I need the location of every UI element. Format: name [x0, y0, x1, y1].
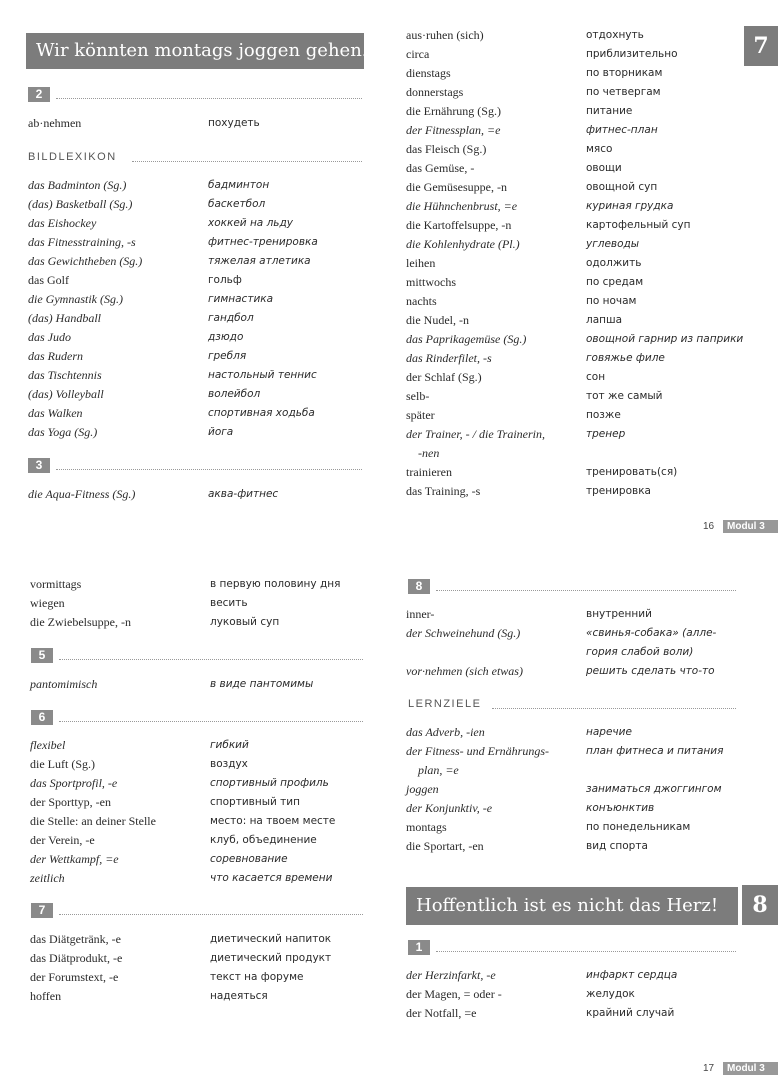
german-term: ab·nehmen: [28, 116, 82, 130]
german-term: der Forumstext, -e: [30, 970, 119, 984]
section-divider: [59, 914, 363, 915]
german-term: leihen: [406, 256, 436, 270]
german-term: die Kohlenhydrate (Pl.): [406, 237, 520, 251]
vocab-list-sec3: [28, 485, 368, 504]
russian-translation: овощи: [586, 162, 622, 174]
section-divider: [56, 469, 362, 470]
russian-translation: спортивный профиль: [210, 777, 329, 789]
page-number: 17: [703, 1063, 715, 1074]
german-term: das Gemüse, -: [406, 161, 475, 175]
german-term: wiegen: [30, 596, 65, 610]
german-term: (das) Basketball (Sg.): [28, 197, 133, 211]
german-term: hoffen: [30, 989, 62, 1003]
russian-translation: диетический напиток: [210, 933, 332, 945]
german-term: das Gewichtheben (Sg.): [28, 254, 143, 268]
german-term: das Tischtennis: [28, 368, 102, 382]
german-term: selb-: [406, 389, 430, 403]
german-term: der Wettkampf, =e: [30, 852, 119, 866]
german-term: das Paprikagemüse (Sg.): [406, 332, 527, 346]
russian-translation: диетический продукт: [210, 952, 332, 964]
russian-translation: наречие: [586, 726, 632, 738]
russian-translation: фитнес-план: [586, 124, 658, 136]
german-term: das Rinderfilet, -s: [406, 351, 492, 365]
russian-translation: одолжить: [586, 257, 642, 269]
german-term: mittwochs: [406, 275, 456, 289]
russian-translation: заниматься джоггингом: [586, 783, 722, 795]
vocab-list-sec8: [406, 605, 746, 681]
german-term: die Stelle: an deiner Stelle: [30, 814, 156, 828]
german-term: das Adverb, -ien: [406, 725, 485, 739]
russian-translation: надеяться: [210, 990, 268, 1002]
russian-translation: картофельный суп: [586, 219, 691, 231]
german-term: der Konjunktiv, -e: [406, 801, 493, 815]
russian-translation: настольный теннис: [208, 369, 317, 381]
russian-translation: аква-фитнес: [208, 488, 279, 500]
section-number-7: 7: [31, 903, 53, 918]
german-term: die Ernährung (Sg.): [406, 104, 501, 118]
vocab-list-sec2: [28, 114, 368, 133]
page-number: 16: [703, 521, 715, 532]
german-term: der Fitnessplan, =e: [406, 123, 501, 137]
german-term: die Aqua-Fitness (Sg.): [28, 487, 136, 501]
german-term: das Diätgetränk, -e: [30, 932, 121, 946]
vocab-list-sec7: [30, 930, 370, 1006]
russian-translation: тот же самый: [586, 390, 663, 402]
section-divider: [59, 659, 363, 660]
russian-translation: спортивный тип: [210, 796, 300, 808]
russian-translation: воздух: [210, 758, 248, 770]
russian-translation: по четвергам: [586, 86, 661, 98]
german-term: die Gemüsesuppe, -n: [406, 180, 507, 194]
german-term: joggen: [406, 782, 439, 796]
german-term: plan, =e: [418, 763, 459, 777]
german-term: das Yoga (Sg.): [28, 425, 98, 439]
russian-translation: по средам: [586, 276, 644, 288]
german-term: der Fitness- und Ernährungs-: [406, 744, 549, 758]
russian-translation: крайний случай: [586, 1007, 675, 1019]
german-term: die Nudel, -n: [406, 313, 469, 327]
vocab-list-lernziele: [406, 723, 746, 856]
russian-translation: соревнование: [210, 853, 288, 865]
german-term: das Fleisch (Sg.): [406, 142, 487, 156]
russian-translation: углеводы: [586, 238, 640, 250]
russian-translation: тренер: [586, 428, 626, 440]
german-term: das Walken: [28, 406, 83, 420]
russian-translation: место: на твоем месте: [210, 815, 336, 827]
russian-translation: фитнес-тренировка: [208, 236, 318, 248]
lernziele-heading: LERNZIELE: [408, 698, 482, 710]
section-divider: [492, 708, 736, 709]
russian-translation: овощной суп: [586, 181, 658, 193]
section-divider: [56, 98, 362, 99]
section-divider: [59, 721, 363, 722]
russian-translation: баскетбол: [208, 198, 266, 210]
chapter-number-badge: 8: [742, 885, 778, 925]
chapter-7-title: Wir könnten montags joggen gehen.: [26, 33, 364, 69]
russian-translation: гандбол: [208, 312, 254, 324]
german-term: die Zwiebelsuppe, -n: [30, 615, 131, 629]
russian-translation: план фитнеса и питания: [586, 745, 724, 757]
german-term: das Diätprodukt, -e: [30, 951, 123, 965]
vocab-list-continued: [30, 575, 370, 632]
russian-translation: по ночам: [586, 295, 637, 307]
russian-translation: что касается времени: [210, 872, 333, 884]
german-term: trainieren: [406, 465, 452, 479]
section-divider: [436, 590, 736, 591]
section-number-2: 2: [28, 87, 50, 102]
german-term: später: [406, 408, 435, 422]
german-term: aus·ruhen (sich): [406, 28, 484, 42]
german-term: zeitlich: [30, 871, 65, 885]
german-term: das Badminton (Sg.): [28, 178, 127, 192]
german-term: das Rudern: [28, 349, 83, 363]
russian-translation: отдохнуть: [586, 29, 644, 41]
german-term: vormittags: [30, 577, 82, 591]
german-term: -nen: [418, 446, 440, 460]
russian-translation: луковый суп: [210, 616, 280, 628]
german-term: das Training, -s: [406, 484, 481, 498]
german-term: das Eishockey: [28, 216, 97, 230]
modul-badge: Modul 3: [723, 520, 778, 533]
russian-translation: тренировать(ся): [586, 466, 678, 478]
vocab-list-sec1: [406, 966, 746, 1023]
german-term: die Gymnastik (Sg.): [28, 292, 123, 306]
german-term: die Hühnchenbrust, =e: [406, 199, 518, 213]
section-number-8: 8: [408, 579, 430, 594]
russian-translation: дзюдо: [208, 331, 244, 343]
russian-translation: гольф: [208, 274, 242, 286]
vocab-list-sec6: [30, 736, 370, 888]
russian-translation: гребля: [208, 350, 247, 362]
german-term: der Sporttyp, -en: [30, 795, 111, 809]
russian-translation: тяжелая атлетика: [208, 255, 311, 267]
russian-translation: «свинья-собака» (алле-: [586, 627, 717, 639]
russian-translation: сон: [586, 371, 606, 383]
german-term: der Verein, -e: [30, 833, 95, 847]
russian-translation: желудок: [586, 988, 635, 1000]
russian-translation: гимнастика: [208, 293, 274, 305]
russian-translation: гория слабой воли): [586, 646, 694, 658]
german-term: das Golf: [28, 273, 69, 287]
german-term: die Kartoffelsuppe, -n: [406, 218, 512, 232]
german-term: dienstags: [406, 66, 451, 80]
german-term: (das) Volleyball: [28, 387, 104, 401]
russian-translation: говяжье филе: [586, 352, 665, 364]
german-term: (das) Handball: [28, 311, 101, 325]
russian-translation: по понедельникам: [586, 821, 691, 833]
russian-translation: в первую половину дня: [210, 578, 341, 590]
german-term: das Fitnesstraining, -s: [28, 235, 136, 249]
chapter-number-badge: 7: [744, 26, 778, 66]
chapter-8-title: Hoffentlich ist es nicht das Herz!: [406, 887, 738, 925]
german-term: der Schweinehund (Sg.): [406, 626, 521, 640]
russian-translation: гибкий: [210, 739, 249, 751]
russian-translation: тренировка: [586, 485, 651, 497]
russian-translation: овощной гарнир из паприки: [586, 333, 744, 345]
russian-translation: инфаркт сердца: [586, 969, 678, 981]
german-term: der Herzinfarkt, -e: [406, 968, 496, 982]
russian-translation: в виде пантомимы: [210, 678, 314, 690]
russian-translation: текст на форуме: [210, 971, 304, 983]
russian-translation: бадминтон: [208, 179, 270, 191]
german-term: inner-: [406, 607, 435, 621]
russian-translation: внутренний: [586, 608, 652, 620]
german-term: der Schlaf (Sg.): [406, 370, 482, 384]
vocab-list-sec5: [30, 675, 370, 694]
german-term: nachts: [406, 294, 437, 308]
bildlexikon-heading: BILDLEXIKON: [28, 151, 117, 163]
russian-translation: куриная грудка: [586, 200, 674, 212]
russian-translation: похудеть: [208, 117, 260, 129]
russian-translation: по вторникам: [586, 67, 663, 79]
german-term: der Magen, = oder -: [406, 987, 502, 1001]
russian-translation: мясо: [586, 143, 613, 155]
modul-badge: Modul 3: [723, 1062, 778, 1075]
german-term: pantomimisch: [30, 677, 98, 691]
german-term: vor·nehmen (sich etwas): [406, 664, 523, 678]
russian-translation: питание: [586, 105, 633, 117]
german-term: montags: [406, 820, 447, 834]
german-term: die Sportart, -en: [406, 839, 484, 853]
russian-translation: йога: [208, 426, 234, 438]
russian-translation: клуб, объединение: [210, 834, 317, 846]
german-term: flexibel: [30, 738, 66, 752]
russian-translation: позже: [586, 409, 621, 421]
section-number-1: 1: [408, 940, 430, 955]
russian-translation: хоккей на льду: [208, 217, 293, 229]
russian-translation: волейбол: [208, 388, 261, 400]
german-term: die Luft (Sg.): [30, 757, 95, 771]
russian-translation: решить сделать что-то: [586, 665, 715, 677]
section-number-6: 6: [31, 710, 53, 725]
russian-translation: приблизительно: [586, 48, 678, 60]
russian-translation: весить: [210, 597, 248, 609]
section-divider: [436, 951, 736, 952]
german-term: donnerstags: [406, 85, 464, 99]
russian-translation: конъюнктив: [586, 802, 655, 814]
section-number-3: 3: [28, 458, 50, 473]
german-term: circa: [406, 47, 430, 61]
vocab-list-bildlexikon: [28, 176, 368, 442]
section-divider: [132, 161, 362, 162]
russian-translation: спортивная ходьба: [208, 407, 315, 419]
section-number-5: 5: [31, 648, 53, 663]
german-term: der Trainer, - / die Trainerin,: [406, 427, 546, 441]
russian-translation: лапша: [586, 314, 623, 326]
german-term: der Notfall, =e: [406, 1006, 477, 1020]
russian-translation: вид спорта: [586, 840, 648, 852]
german-term: das Sportprofil, -e: [30, 776, 118, 790]
vocab-list-chapter7: [406, 26, 746, 501]
german-term: das Judo: [28, 330, 71, 344]
